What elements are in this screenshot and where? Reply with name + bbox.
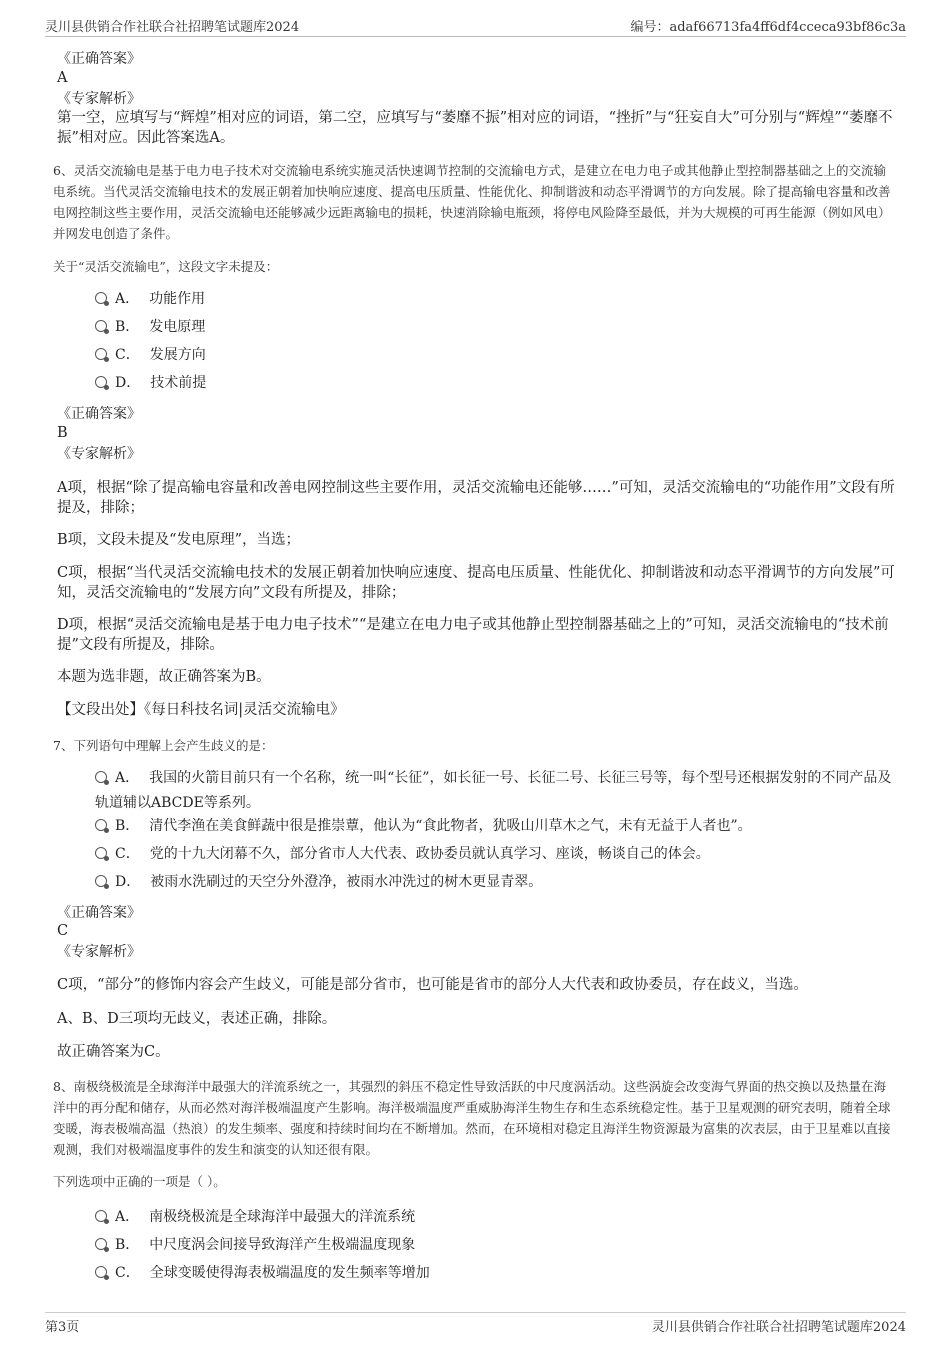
- page-number: 第3页: [45, 1320, 80, 1335]
- radio-icon[interactable]: [95, 292, 107, 304]
- q7-option-d[interactable]: D． 被雨水洗刷过的天空分外澄净，被雨水冲洗过的树木更显青翠。: [95, 868, 895, 896]
- radio-icon[interactable]: [95, 320, 107, 332]
- radio-icon[interactable]: [95, 348, 107, 360]
- q5-analysis: 第一空，应填写与“辉煌”相对应的词语，第二空，应填写与“萎靡不振”相对应的词语，“挫折”与“狂妄自大”可分别与“辉煌”“萎靡不振”相对应。因此答案选A。: [57, 110, 893, 146]
- q6-stem: 6、灵活交流输电是基于电力电子技术对交流输电系统实施灵活快速调节控制的交流输电方式，是建立在电力电子或其他静止型控制器基础之上的交流输电系统。当代灵活交流输电技术的发展正朝着加快响应速度、提高电压质量、性能优化、抑制谐波和动态平滑调节的方向发展。除了提高输电容量和改善电网控制这些主要作用，灵活交流输电还能够减少远距离输电的损耗，快速消除输电瓶颈，将停电风险降至最低，并为大规模的可再生能源（例如风电）并网发电创造了条件。: [53, 163, 891, 241]
- q7-stem: 7、下列语句中理解上会产生歧义的是：: [53, 738, 274, 753]
- q7-conclusion: 故正确答案为C。: [57, 1044, 170, 1060]
- header-doc-id: 编号：adaf66713fa4ff6df4cceca93bf86c3a: [630, 20, 906, 35]
- radio-icon[interactable]: [95, 771, 107, 783]
- q6-analysis-d: D项，根据“灵活交流输电是基于电力电子技术”“是建立在电力电子或其他静止型控制器基础之上的”可知，灵活交流输电的“技术前提”文段有所提及，排除。: [57, 617, 889, 653]
- q8-stem: 8、南极绕极流是全球海洋中最强大的洋流系统之一，其强烈的斜压不稳定性导致活跃的中尺度涡活动。这些涡旋会改变海气界面的热交换以及热量在海洋中的再分配和储存，从而必然对海洋极端温度产生影响。海洋极端温度严重威胁海洋生物生存和生态系统稳定性。基于卫星观测的研究表明，随着全球变暖，海表极端高温（热浪）的发生频率、强度和持续时间均在不断增加。然而，在环境相对稳定且海洋生物资源最为富集的次表层，由于卫星难以直接观测，我们对极端温度事件的发生和演变的认知还很有限。: [53, 1079, 891, 1157]
- q6-option-a[interactable]: A． 功能作用: [95, 285, 895, 313]
- radio-icon[interactable]: [95, 847, 107, 859]
- analysis-label: 《专家解析》: [57, 446, 141, 462]
- header-title: 灵川县供销合作社联合社招聘笔试题库2024: [45, 20, 300, 35]
- radio-icon[interactable]: [95, 1238, 107, 1250]
- page-header: [0, 0, 950, 38]
- q8-option-c[interactable]: C． 全球变暖使得海表极端温度的发生频率等增加: [95, 1259, 895, 1287]
- footer-divider: [45, 1312, 906, 1313]
- q7-option-b[interactable]: B． 清代李渔在美食鲜蔬中很是推崇蕈，他认为“食此物者，犹吸山川草木之气，未有无益于人者也”。: [95, 812, 895, 840]
- q5-answer: A: [57, 70, 68, 86]
- header-divider: [45, 36, 906, 37]
- q7-analysis-c: C项，“部分”的修饰内容会产生歧义，可能是部分省市，也可能是省市的部分人大代表和政协委员，存在歧义，当选。: [57, 977, 808, 993]
- radio-icon[interactable]: [95, 819, 107, 831]
- q7-option-a[interactable]: A． 我国的火箭目前只有一个名称，统一叫“长征”，如长征一号、长征二号、长征三号等，每个型号还根据发射的不同产品及轨道辅以ABCDE等系列。: [95, 770, 892, 811]
- q6-analysis-b: B项，文段未提及“发电原理”，当选；: [57, 532, 300, 548]
- page-footer: [0, 1305, 950, 1345]
- q6-conclusion: 本题为选非题，故正确答案为B。: [57, 669, 271, 685]
- q6-analysis-a: A项，根据“除了提高输电容量和改善电网控制这些主要作用，灵活交流输电还能够……”可知，灵活交流输电的“功能作用”文段有所提及，排除；: [57, 480, 895, 516]
- q6-option-b[interactable]: B． 发电原理: [95, 313, 895, 341]
- q6-option-c[interactable]: C． 发展方向: [95, 341, 895, 369]
- answer-label: 《正确答案》: [57, 406, 141, 422]
- q7-analysis-abd: A、B、D三项均无歧义，表述正确，排除。: [57, 1011, 337, 1027]
- q7-answer: C: [57, 923, 69, 939]
- q7-option-c[interactable]: C． 党的十九大闭幕不久，部分省市人大代表、政协委员就认真学习、座谈，畅谈自己的体会。: [95, 840, 895, 868]
- q6-analysis-c: C项，根据“当代灵活交流输电技术的发展正朝着加快响应速度、提高电压质量、性能优化、抑制谐波和动态平滑调节的方向发展”可知，灵活交流输电的“发展方向”文段有所提及，排除；: [57, 565, 895, 601]
- q6-question: 关于“灵活交流输电”，这段文字未提及：: [53, 259, 279, 274]
- radio-icon[interactable]: [95, 1210, 107, 1222]
- analysis-label: 《专家解析》: [57, 944, 141, 960]
- analysis-label: 《专家解析》: [57, 91, 141, 107]
- answer-label: 《正确答案》: [57, 905, 141, 921]
- radio-icon[interactable]: [95, 376, 107, 388]
- radio-icon[interactable]: [95, 1266, 107, 1278]
- q8-option-a[interactable]: A． 南极绕极流是全球海洋中最强大的洋流系统: [95, 1203, 895, 1231]
- footer-title: 灵川县供销合作社联合社招聘笔试题库2024: [651, 1320, 906, 1335]
- q6-option-d[interactable]: D． 技术前提: [95, 369, 895, 397]
- q8-question: 下列选项中正确的一项是（ ）。: [53, 1174, 226, 1189]
- q6-source: 【文段出处】《每日科技名词|灵活交流输电》: [57, 702, 345, 718]
- answer-label: 《正确答案》: [57, 51, 141, 67]
- q8-option-b[interactable]: B． 中尺度涡会间接导致海洋产生极端温度现象: [95, 1231, 895, 1259]
- radio-icon[interactable]: [95, 875, 107, 887]
- q6-answer: B: [57, 425, 68, 441]
